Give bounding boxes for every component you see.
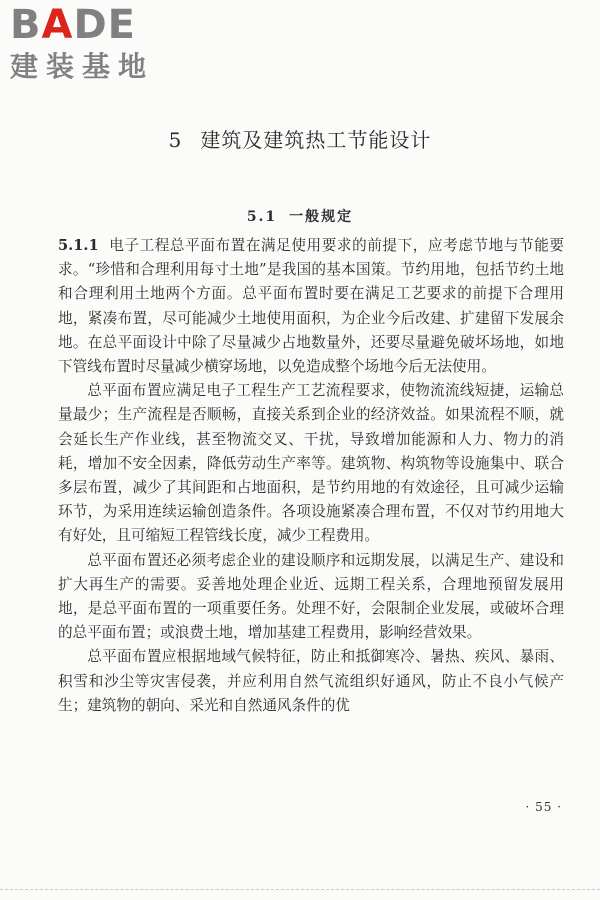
page-number: · 55 · bbox=[525, 800, 562, 814]
section-title: 一般规定 bbox=[289, 209, 354, 225]
body-text bbox=[58, 234, 564, 718]
section-number: 5.1 bbox=[246, 209, 278, 225]
clause-number: 5.1.1 bbox=[58, 237, 99, 254]
logo-letter-b: B bbox=[10, 2, 42, 48]
page-bottom-divider bbox=[0, 889, 600, 890]
chapter-title: 建筑及建筑热工节能设计 bbox=[200, 128, 432, 152]
paragraph-text: 电子工程总平面布置在满足使用要求的前提下，应考虑节地与节能要求。“珍惜和合理利用每寸土地”是我国的基本国策。节约用地，包括节约土地和合理利用土地两个方面。总平面布置时要在满足工艺要求的前提下合理用地，紧凑布置，尽可能减少土地使用面积，为企业今后改建、扩建留下发展余地。在总平面设计中除了尽量减少占地数量外，还要尽量避免破坏场地，如地下管线布置时尽量减少横穿场地，以免造成整个场地今后无法使用。 bbox=[58, 237, 564, 376]
paragraph: 总平面布置应满足电子工程生产工艺流程要求，使物流流线短捷，运输总量最少；生产流程是否顺畅，直接关系到企业的经济效益。如果流程不顺，就会延长生产作业线，甚至物流交叉、干扰，导致增加能源和人力、物力的消耗，增加不安全因素，降低劳动生产率等。建筑物、构筑物等设施集中、联合多层布置，减少了其间距和占地面积，是节约用地的有效途径，且可减少运输环节，为采用连续运输创造条件。各项设施紧凑合理布置，不仅对节约用地大有好处，且可缩短工程管线长度，减少工程费用。 bbox=[58, 382, 564, 545]
chapter-number: 5 bbox=[168, 128, 183, 152]
paragraph bbox=[58, 234, 564, 379]
logo-letter-a: A bbox=[41, 2, 74, 48]
bade-logo bbox=[10, 4, 180, 86]
logo-letters-de: DE bbox=[73, 2, 136, 48]
logo-subtitle: 建装基地 bbox=[10, 50, 155, 83]
chapter-heading bbox=[0, 124, 600, 153]
paragraph: 总平面布置还必须考虑企业的建设顺序和远期发展，以满足生产、建设和扩大再生产的需要。妥善地处理企业近、远期工程关系，合理地预留发展用地，是总平面布置的一项重要任务。处理不好，会限制企业发展，或破坏合理的总平面布置；或浪费土地，增加基建工程费用，影响经营效果。 bbox=[58, 551, 564, 642]
paragraph: 总平面布置应根据地域气候特征，防止和抵御寒冷、暑热、疾风、暴雨、积雪和沙尘等灾害侵袭，并应利用自然气流组织好通风，防止不良小气候产生；建筑物的朝向、采光和自然通风条件的优 bbox=[58, 648, 564, 714]
logo-wordmark bbox=[10, 4, 180, 46]
section-heading bbox=[0, 206, 600, 226]
